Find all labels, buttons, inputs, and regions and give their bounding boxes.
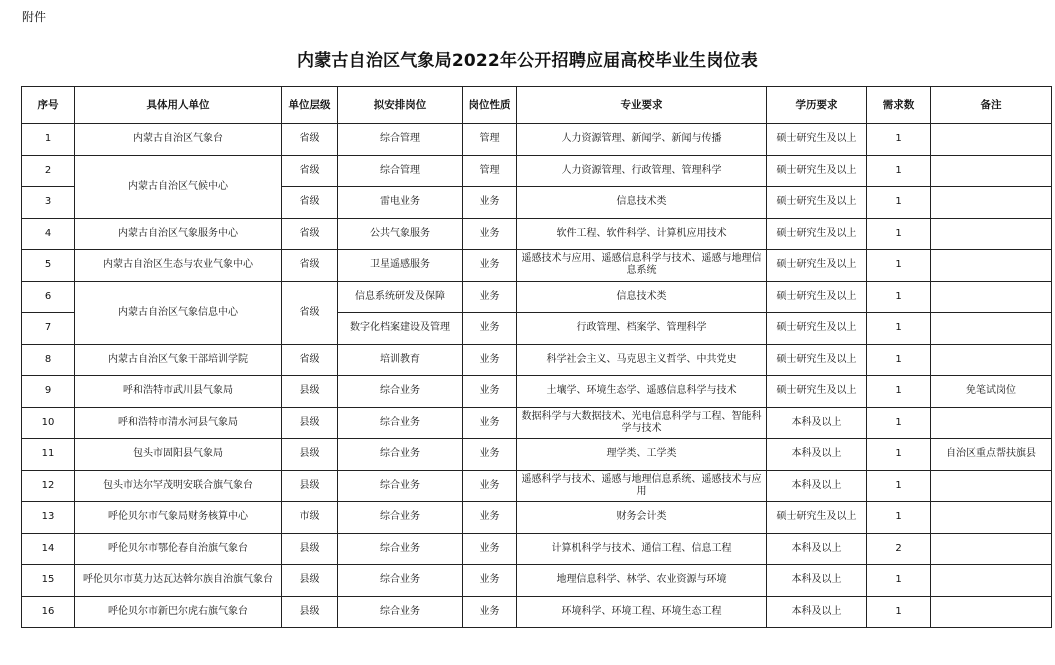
- cell-post: 综合业务: [338, 565, 463, 597]
- col-header-note: 备注: [931, 87, 1052, 124]
- cell-note: [931, 124, 1052, 156]
- cell-post: 综合业务: [338, 502, 463, 534]
- cell-major: 科学社会主义、马克思主义哲学、中共党史: [517, 344, 767, 376]
- cell-count: 1: [867, 344, 931, 376]
- cell-count: 1: [867, 596, 931, 628]
- cell-major: 理学类、工学类: [517, 439, 767, 471]
- cell-count: 1: [867, 376, 931, 408]
- cell-nature: 管理: [463, 124, 517, 156]
- cell-note: [931, 407, 1052, 439]
- cell-post: 综合业务: [338, 407, 463, 439]
- cell-major: 地理信息科学、林学、农业资源与环境: [517, 565, 767, 597]
- cell-level: 省级: [282, 281, 338, 344]
- cell-note: [931, 344, 1052, 376]
- table-header-row: [22, 87, 1052, 124]
- cell-major: 行政管理、档案学、管理科学: [517, 313, 767, 345]
- cell-nature: 业务: [463, 344, 517, 376]
- cell-major: 遥感技术与应用、遥感信息科学与技术、遥感与地理信息系统: [517, 250, 767, 282]
- cell-no: 3: [22, 187, 75, 219]
- cell-no: 9: [22, 376, 75, 408]
- cell-count: 1: [867, 281, 931, 313]
- cell-unit: 内蒙古自治区气候中心: [75, 155, 282, 218]
- cell-level: 省级: [282, 124, 338, 156]
- table-row: [22, 250, 1052, 282]
- cell-no: 13: [22, 502, 75, 534]
- cell-unit: 内蒙古自治区生态与农业气象中心: [75, 250, 282, 282]
- table-row: [22, 407, 1052, 439]
- cell-major: 信息技术类: [517, 281, 767, 313]
- cell-note: [931, 218, 1052, 250]
- cell-unit: 呼伦贝尔市气象局财务核算中心: [75, 502, 282, 534]
- cell-unit: 呼和浩特市清水河县气象局: [75, 407, 282, 439]
- cell-nature: 业务: [463, 250, 517, 282]
- col-header-no: 序号: [22, 87, 75, 124]
- cell-education: 硕士研究生及以上: [767, 124, 867, 156]
- cell-education: 本科及以上: [767, 533, 867, 565]
- cell-major: 财务会计类: [517, 502, 767, 534]
- cell-nature: 业务: [463, 596, 517, 628]
- cell-nature: 业务: [463, 187, 517, 219]
- cell-unit: 包头市固阳县气象局: [75, 439, 282, 471]
- cell-no: 11: [22, 439, 75, 471]
- col-header-major: 专业要求: [517, 87, 767, 124]
- table-row: [22, 281, 1052, 313]
- cell-education: 硕士研究生及以上: [767, 344, 867, 376]
- cell-major: 计算机科学与技术、通信工程、信息工程: [517, 533, 767, 565]
- cell-nature: 业务: [463, 502, 517, 534]
- attachment-label: 附件: [22, 10, 47, 24]
- cell-no: 14: [22, 533, 75, 565]
- cell-nature: 业务: [463, 533, 517, 565]
- cell-count: 1: [867, 313, 931, 345]
- cell-education: 本科及以上: [767, 565, 867, 597]
- positions-table: [21, 86, 1052, 628]
- cell-education: 硕士研究生及以上: [767, 313, 867, 345]
- col-header-education: 学历要求: [767, 87, 867, 124]
- cell-unit: 内蒙古自治区气象服务中心: [75, 218, 282, 250]
- cell-no: 10: [22, 407, 75, 439]
- cell-unit: 呼伦贝尔市新巴尔虎右旗气象台: [75, 596, 282, 628]
- cell-major: 环境科学、环境工程、环境生态工程: [517, 596, 767, 628]
- cell-post: 综合业务: [338, 470, 463, 502]
- cell-nature: 业务: [463, 470, 517, 502]
- cell-no: 5: [22, 250, 75, 282]
- cell-nature: 业务: [463, 218, 517, 250]
- cell-no: 4: [22, 218, 75, 250]
- table-row: [22, 124, 1052, 156]
- cell-note: [931, 596, 1052, 628]
- cell-no: 1: [22, 124, 75, 156]
- cell-note: [931, 155, 1052, 187]
- cell-count: 1: [867, 470, 931, 502]
- cell-note: [931, 565, 1052, 597]
- cell-level: 省级: [282, 155, 338, 187]
- cell-no: 16: [22, 596, 75, 628]
- cell-post: 综合业务: [338, 533, 463, 565]
- col-header-count: 需求数: [867, 87, 931, 124]
- cell-nature: 业务: [463, 313, 517, 345]
- cell-education: 本科及以上: [767, 596, 867, 628]
- col-header-post: 拟安排岗位: [338, 87, 463, 124]
- cell-level: 县级: [282, 533, 338, 565]
- col-header-unit: 具体用人单位: [75, 87, 282, 124]
- cell-unit: 内蒙古自治区气象信息中心: [75, 281, 282, 344]
- cell-post: 信息系统研发及保障: [338, 281, 463, 313]
- cell-unit: 呼伦贝尔市莫力达瓦达斡尔族自治旗气象台: [75, 565, 282, 597]
- page-title: 内蒙古自治区气象局2022年公开招聘应届高校毕业生岗位表: [297, 51, 758, 71]
- table-row: [22, 565, 1052, 597]
- cell-unit: 呼伦贝尔市鄂伦春自治旗气象台: [75, 533, 282, 565]
- cell-note: [931, 502, 1052, 534]
- cell-count: 1: [867, 407, 931, 439]
- cell-note: 免笔试岗位: [931, 376, 1052, 408]
- col-header-level: 单位层级: [282, 87, 338, 124]
- cell-post: 综合管理: [338, 124, 463, 156]
- cell-education: 本科及以上: [767, 407, 867, 439]
- table-row: [22, 218, 1052, 250]
- cell-education: 本科及以上: [767, 439, 867, 471]
- cell-major: 遥感科学与技术、遥感与地理信息系统、遥感技术与应用: [517, 470, 767, 502]
- cell-level: 县级: [282, 439, 338, 471]
- cell-nature: 业务: [463, 407, 517, 439]
- cell-major: 人力资源管理、新闻学、新闻与传播: [517, 124, 767, 156]
- cell-level: 县级: [282, 565, 338, 597]
- cell-nature: 管理: [463, 155, 517, 187]
- table-row: [22, 439, 1052, 471]
- cell-note: [931, 533, 1052, 565]
- table-row: [22, 376, 1052, 408]
- cell-count: 2: [867, 533, 931, 565]
- cell-no: 7: [22, 313, 75, 345]
- cell-count: 1: [867, 155, 931, 187]
- cell-post: 综合管理: [338, 155, 463, 187]
- cell-major: 土壤学、环境生态学、遥感信息科学与技术: [517, 376, 767, 408]
- cell-nature: 业务: [463, 565, 517, 597]
- cell-education: 硕士研究生及以上: [767, 281, 867, 313]
- cell-count: 1: [867, 502, 931, 534]
- cell-level: 省级: [282, 250, 338, 282]
- table-row: [22, 533, 1052, 565]
- cell-post: 综合业务: [338, 596, 463, 628]
- cell-education: 硕士研究生及以上: [767, 155, 867, 187]
- table-row: [22, 155, 1052, 187]
- cell-education: 硕士研究生及以上: [767, 502, 867, 534]
- cell-nature: 业务: [463, 281, 517, 313]
- table-row: [22, 344, 1052, 376]
- cell-count: 1: [867, 439, 931, 471]
- cell-nature: 业务: [463, 376, 517, 408]
- cell-count: 1: [867, 250, 931, 282]
- cell-no: 15: [22, 565, 75, 597]
- table-row: [22, 502, 1052, 534]
- cell-education: 本科及以上: [767, 470, 867, 502]
- cell-major: 数据科学与大数据技术、光电信息科学与工程、智能科学与技术: [517, 407, 767, 439]
- cell-no: 12: [22, 470, 75, 502]
- cell-post: 卫星遥感服务: [338, 250, 463, 282]
- cell-note: [931, 281, 1052, 313]
- cell-no: 2: [22, 155, 75, 187]
- cell-post: 综合业务: [338, 376, 463, 408]
- cell-unit: 内蒙古自治区气象干部培训学院: [75, 344, 282, 376]
- cell-note: [931, 187, 1052, 219]
- cell-level: 省级: [282, 344, 338, 376]
- cell-count: 1: [867, 565, 931, 597]
- cell-post: 综合业务: [338, 439, 463, 471]
- cell-major: 软件工程、软件科学、计算机应用技术: [517, 218, 767, 250]
- cell-education: 硕士研究生及以上: [767, 376, 867, 408]
- cell-note: [931, 250, 1052, 282]
- cell-education: 硕士研究生及以上: [767, 250, 867, 282]
- cell-count: 1: [867, 124, 931, 156]
- table-row: [22, 596, 1052, 628]
- cell-post: 数字化档案建设及管理: [338, 313, 463, 345]
- table-row: [22, 470, 1052, 502]
- cell-major: 信息技术类: [517, 187, 767, 219]
- cell-unit: 包头市达尔罕茂明安联合旗气象台: [75, 470, 282, 502]
- cell-level: 县级: [282, 407, 338, 439]
- cell-count: 1: [867, 187, 931, 219]
- cell-unit: 内蒙古自治区气象台: [75, 124, 282, 156]
- cell-unit: 呼和浩特市武川县气象局: [75, 376, 282, 408]
- cell-no: 6: [22, 281, 75, 313]
- cell-post: 雷电业务: [338, 187, 463, 219]
- cell-nature: 业务: [463, 439, 517, 471]
- cell-major: 人力资源管理、行政管理、管理科学: [517, 155, 767, 187]
- cell-level: 县级: [282, 470, 338, 502]
- cell-no: 8: [22, 344, 75, 376]
- cell-note: [931, 470, 1052, 502]
- cell-education: 硕士研究生及以上: [767, 187, 867, 219]
- cell-level: 县级: [282, 376, 338, 408]
- cell-level: 县级: [282, 596, 338, 628]
- col-header-nature: 岗位性质: [463, 87, 517, 124]
- cell-education: 硕士研究生及以上: [767, 218, 867, 250]
- cell-note: [931, 313, 1052, 345]
- cell-level: 省级: [282, 218, 338, 250]
- cell-note: 自治区重点帮扶旗县: [931, 439, 1052, 471]
- cell-level: 市级: [282, 502, 338, 534]
- cell-level: 省级: [282, 187, 338, 219]
- cell-post: 公共气象服务: [338, 218, 463, 250]
- cell-count: 1: [867, 218, 931, 250]
- cell-post: 培训教育: [338, 344, 463, 376]
